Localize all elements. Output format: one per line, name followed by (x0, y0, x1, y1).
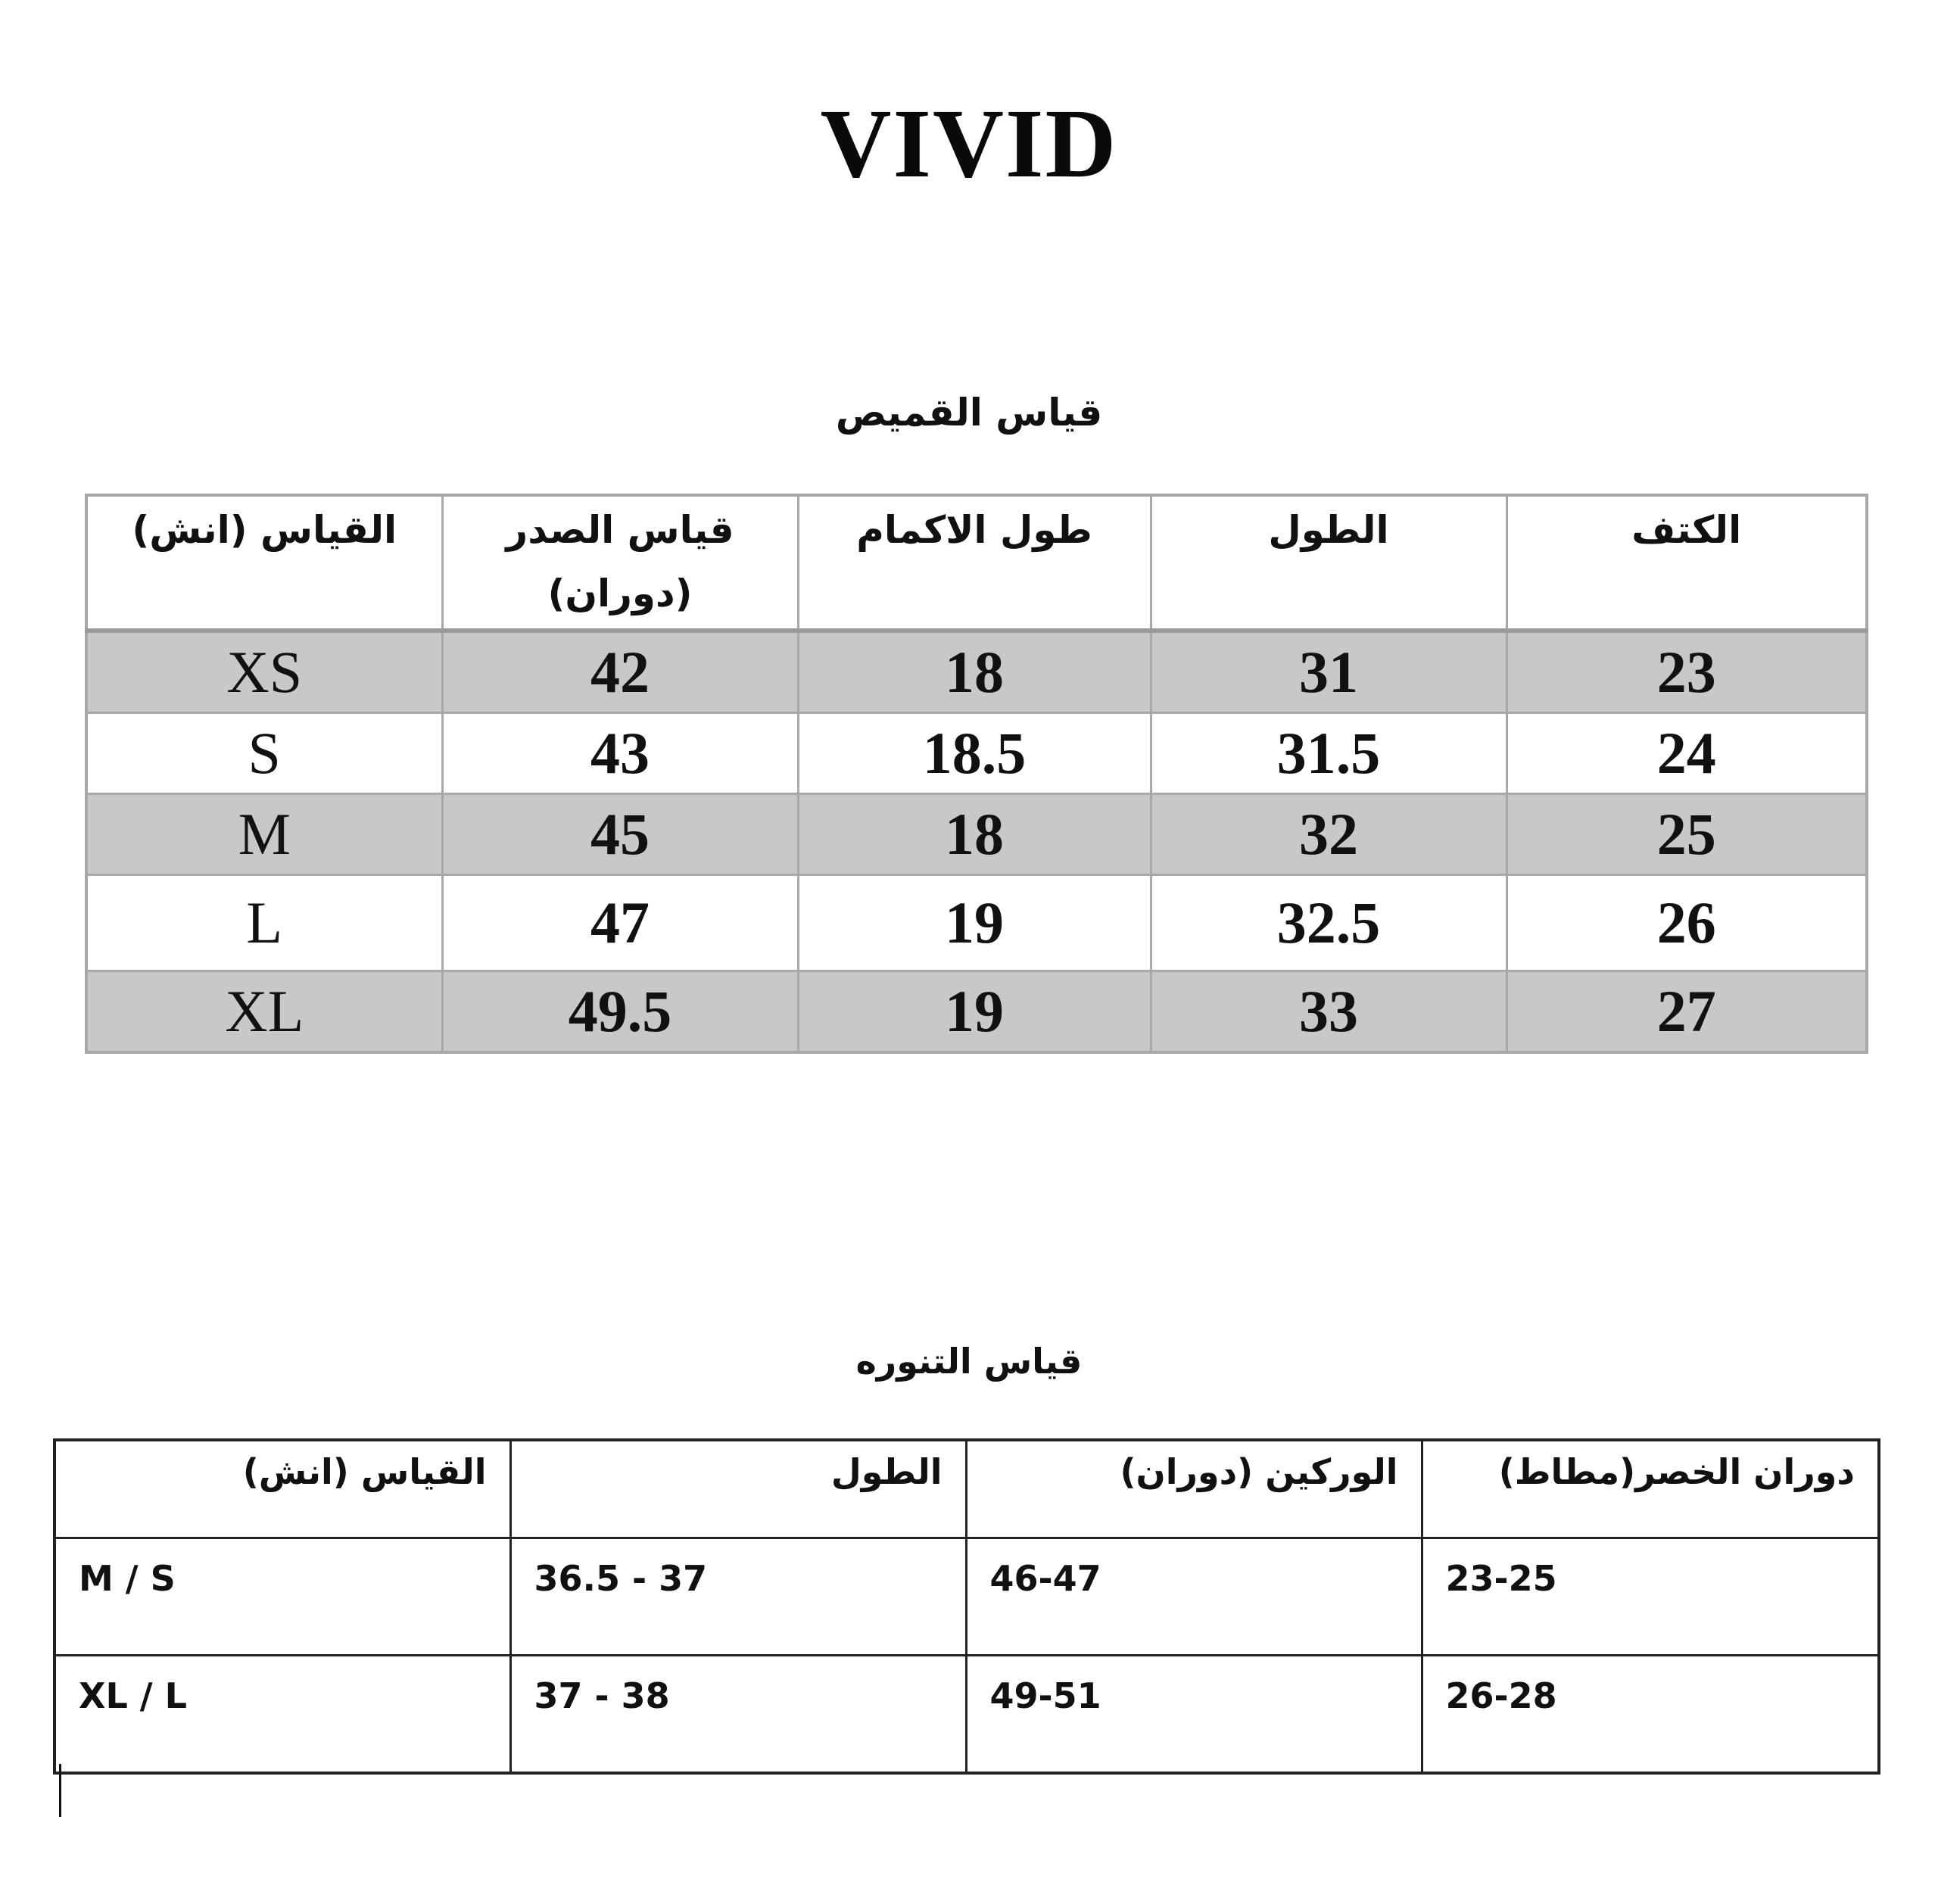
chest-cell: 47 (442, 875, 798, 971)
header-size-inch: القياس (انش) (55, 1440, 510, 1538)
table-row (55, 1538, 1879, 1656)
size-cell: L (86, 875, 442, 971)
table-row (86, 713, 1867, 794)
waist-cell: 23-25 (1422, 1538, 1879, 1656)
size-cell: M (86, 794, 442, 875)
shoulder-cell: 24 (1506, 713, 1867, 794)
header-waist: دوران الخصر(مطاط) (1422, 1440, 1879, 1538)
shoulder-cell: 26 (1506, 875, 1867, 971)
size-cell: M / S (55, 1538, 510, 1656)
header-size-inch: القياس (انش) (86, 495, 442, 631)
header-shoulder: الكتف (1506, 495, 1867, 631)
sleeve-cell: 19 (798, 875, 1151, 971)
size-cell: XL (86, 971, 442, 1053)
length-cell: 32.5 (1151, 875, 1506, 971)
size-cell: S (86, 713, 442, 794)
shoulder-cell: 23 (1506, 631, 1867, 713)
sleeve-cell: 18.5 (798, 713, 1151, 794)
length-cell: 33 (1151, 971, 1506, 1053)
length-cell: 32 (1151, 794, 1506, 875)
chest-cell: 43 (442, 713, 798, 794)
size-cell: XS (86, 631, 442, 713)
table-row (86, 794, 1867, 875)
size-cell: XL / L (55, 1656, 510, 1774)
length-cell: 31 (1151, 631, 1506, 713)
chest-cell: 45 (442, 794, 798, 875)
brand-title: VIVID (820, 89, 1118, 198)
header-length: الطول (510, 1440, 966, 1538)
skirt-size-table (53, 1438, 1880, 1775)
table-row (86, 875, 1867, 971)
table-header-row (55, 1440, 1879, 1538)
chest-cell: 49.5 (442, 971, 798, 1053)
length-cell: 31.5 (1151, 713, 1506, 794)
table-row (86, 631, 1867, 713)
shoulder-cell: 27 (1506, 971, 1867, 1053)
header-sleeve-length: طول الاكمام (798, 495, 1151, 631)
shirt-size-table (85, 494, 1868, 1054)
length-cell: 36.5 - 37 (510, 1538, 966, 1656)
text-cursor (59, 1764, 61, 1817)
length-cell: 37 - 38 (510, 1656, 966, 1774)
table-header-row (86, 495, 1867, 631)
header-chest: قياس الصدر (دوران) (442, 495, 798, 631)
hips-cell: 49-51 (966, 1656, 1422, 1774)
sleeve-cell: 18 (798, 631, 1151, 713)
header-hips: الوركين (دوران) (966, 1440, 1422, 1538)
chest-cell: 42 (442, 631, 798, 713)
hips-cell: 46-47 (966, 1538, 1422, 1656)
skirt-size-title: قياس التنوره (855, 1341, 1083, 1382)
sleeve-cell: 19 (798, 971, 1151, 1053)
header-length: الطول (1151, 495, 1506, 631)
waist-cell: 26-28 (1422, 1656, 1879, 1774)
shoulder-cell: 25 (1506, 794, 1867, 875)
sleeve-cell: 18 (798, 794, 1151, 875)
shirt-size-title: قياس القميص (835, 391, 1103, 435)
table-row (86, 971, 1867, 1053)
table-row (55, 1656, 1879, 1774)
